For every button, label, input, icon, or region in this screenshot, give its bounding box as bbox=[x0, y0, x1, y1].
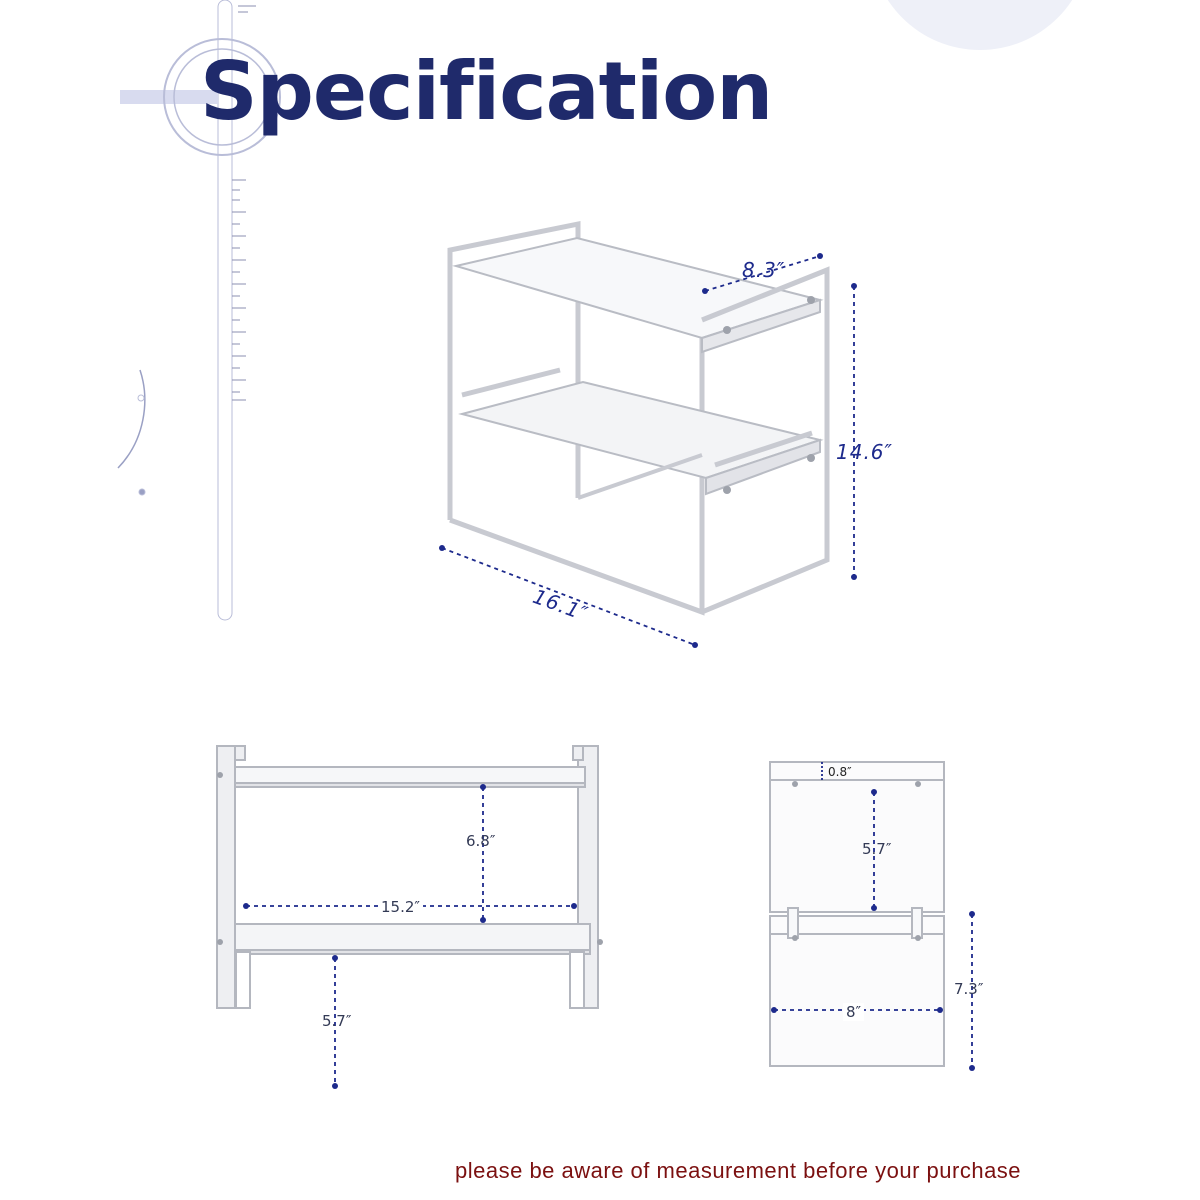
depth-label: 8.3″ bbox=[742, 258, 786, 282]
page-title: Specification bbox=[200, 45, 773, 138]
rim-label: 0.8″ bbox=[828, 765, 852, 779]
front-view-illustration bbox=[217, 746, 603, 1008]
purchase-note: please be aware of measurement before your purchase bbox=[455, 1158, 1022, 1183]
height-label: 14.6″ bbox=[836, 440, 894, 464]
inner-width-label: 15.2″ bbox=[378, 898, 423, 916]
decorative-circle bbox=[870, 0, 1090, 50]
side-depth-label: 8″ bbox=[843, 1003, 864, 1021]
main-shelf-illustration bbox=[450, 224, 827, 612]
shelf-gap-label: 6.8″ bbox=[466, 832, 496, 850]
side-height-label: 7.3″ bbox=[954, 980, 984, 998]
leg-height-label: 5.7″ bbox=[322, 1012, 352, 1030]
width-label: 16.1″ bbox=[529, 584, 592, 627]
side-gap-label: 5.7″ bbox=[862, 840, 892, 858]
